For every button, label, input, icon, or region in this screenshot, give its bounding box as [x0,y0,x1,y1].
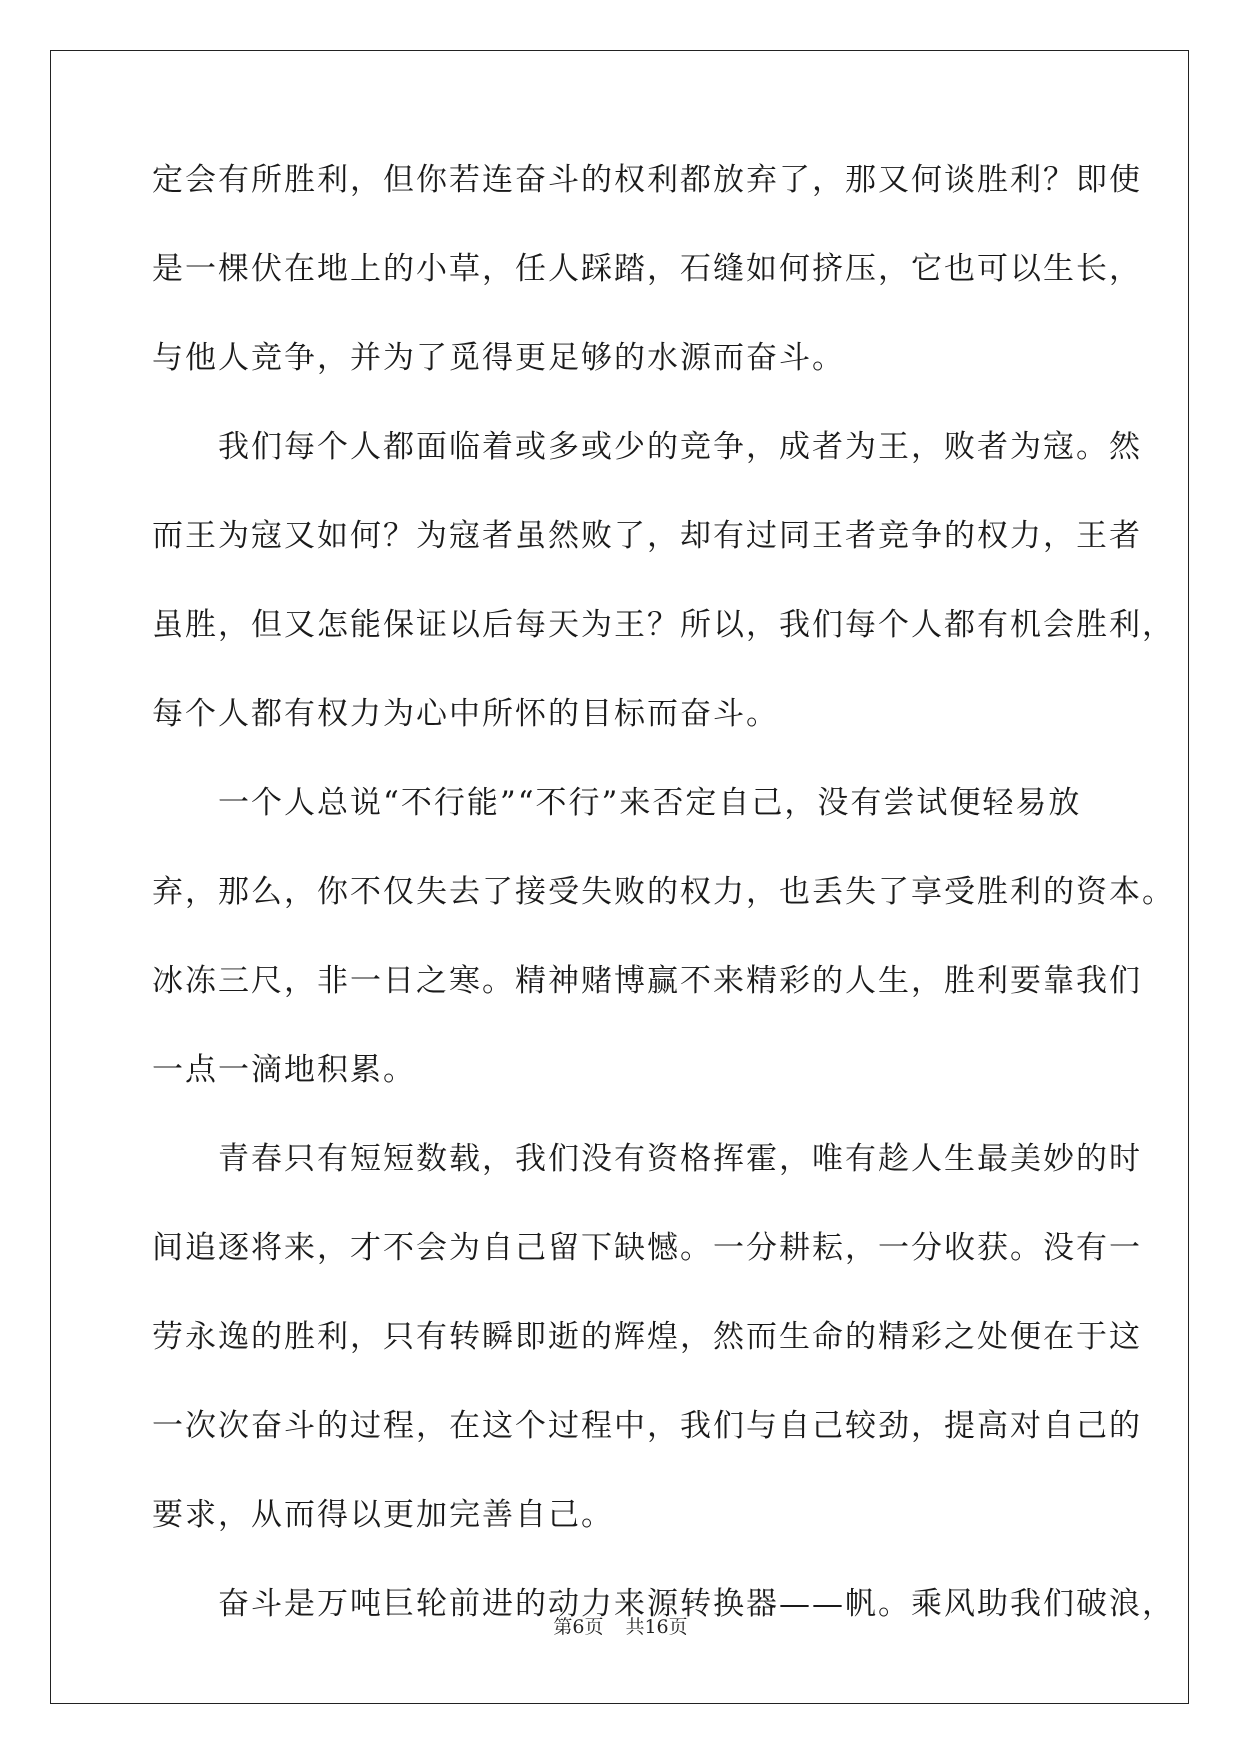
page-total: 共16页 [625,1616,688,1638]
text-line: 虽胜，但又怎能保证以后每天为王？所以，我们每个人都有机会胜利， [152,607,1175,643]
text-line: 是一棵伏在地上的小草，任人踩踏，石缝如何挤压，它也可以生长， [152,251,1142,287]
text-line: 奋斗是万吨巨轮前进的动力来源转换器——帆。乘风助我们破浪， [152,1586,1175,1622]
text-line: 一个人总说“不行能”“不行”来否定自己，没有尝试便轻易放 [152,785,1082,821]
text-line: 间追逐将来，才不会为自己留下缺憾。一分耕耘，一分收获。没有一 [152,1230,1142,1266]
text-line: 定会有所胜利，但你若连奋斗的权利都放弃了，那又何谈胜利？即使 [152,162,1142,198]
text-line: 与他人竞争，并为了觅得更足够的水源而奋斗。 [152,340,845,376]
text-line: 一次次奋斗的过程，在这个过程中，我们与自己较劲，提高对自己的 [152,1408,1142,1444]
text-line: 我们每个人都面临着或多或少的竞争，成者为王，败者为寇。然 [152,429,1142,465]
text-line: 要求，从而得以更加完善自己。 [152,1497,614,1533]
text-line: 劳永逸的胜利，只有转瞬即逝的辉煌，然而生命的精彩之处便在于这 [152,1319,1142,1355]
page-footer [0,1612,1241,1639]
text-line: 每个人都有权力为心中所怀的目标而奋斗。 [152,696,779,732]
text-line: 一点一滴地积累。 [152,1052,416,1088]
page-number: 第6页 [553,1616,604,1638]
text-line: 冰冻三尺，非一日之寒。精神赌博赢不来精彩的人生，胜利要靠我们 [152,963,1142,999]
document-body [152,160,1175,1673]
text-line: 弃，那么，你不仅失去了接受失败的权力，也丢失了享受胜利的资本。 [152,874,1175,910]
text-line: 青春只有短短数载，我们没有资格挥霍，唯有趁人生最美妙的时 [152,1141,1142,1177]
text-line: 而王为寇又如何？为寇者虽然败了，却有过同王者竞争的权力，王者 [152,518,1142,554]
